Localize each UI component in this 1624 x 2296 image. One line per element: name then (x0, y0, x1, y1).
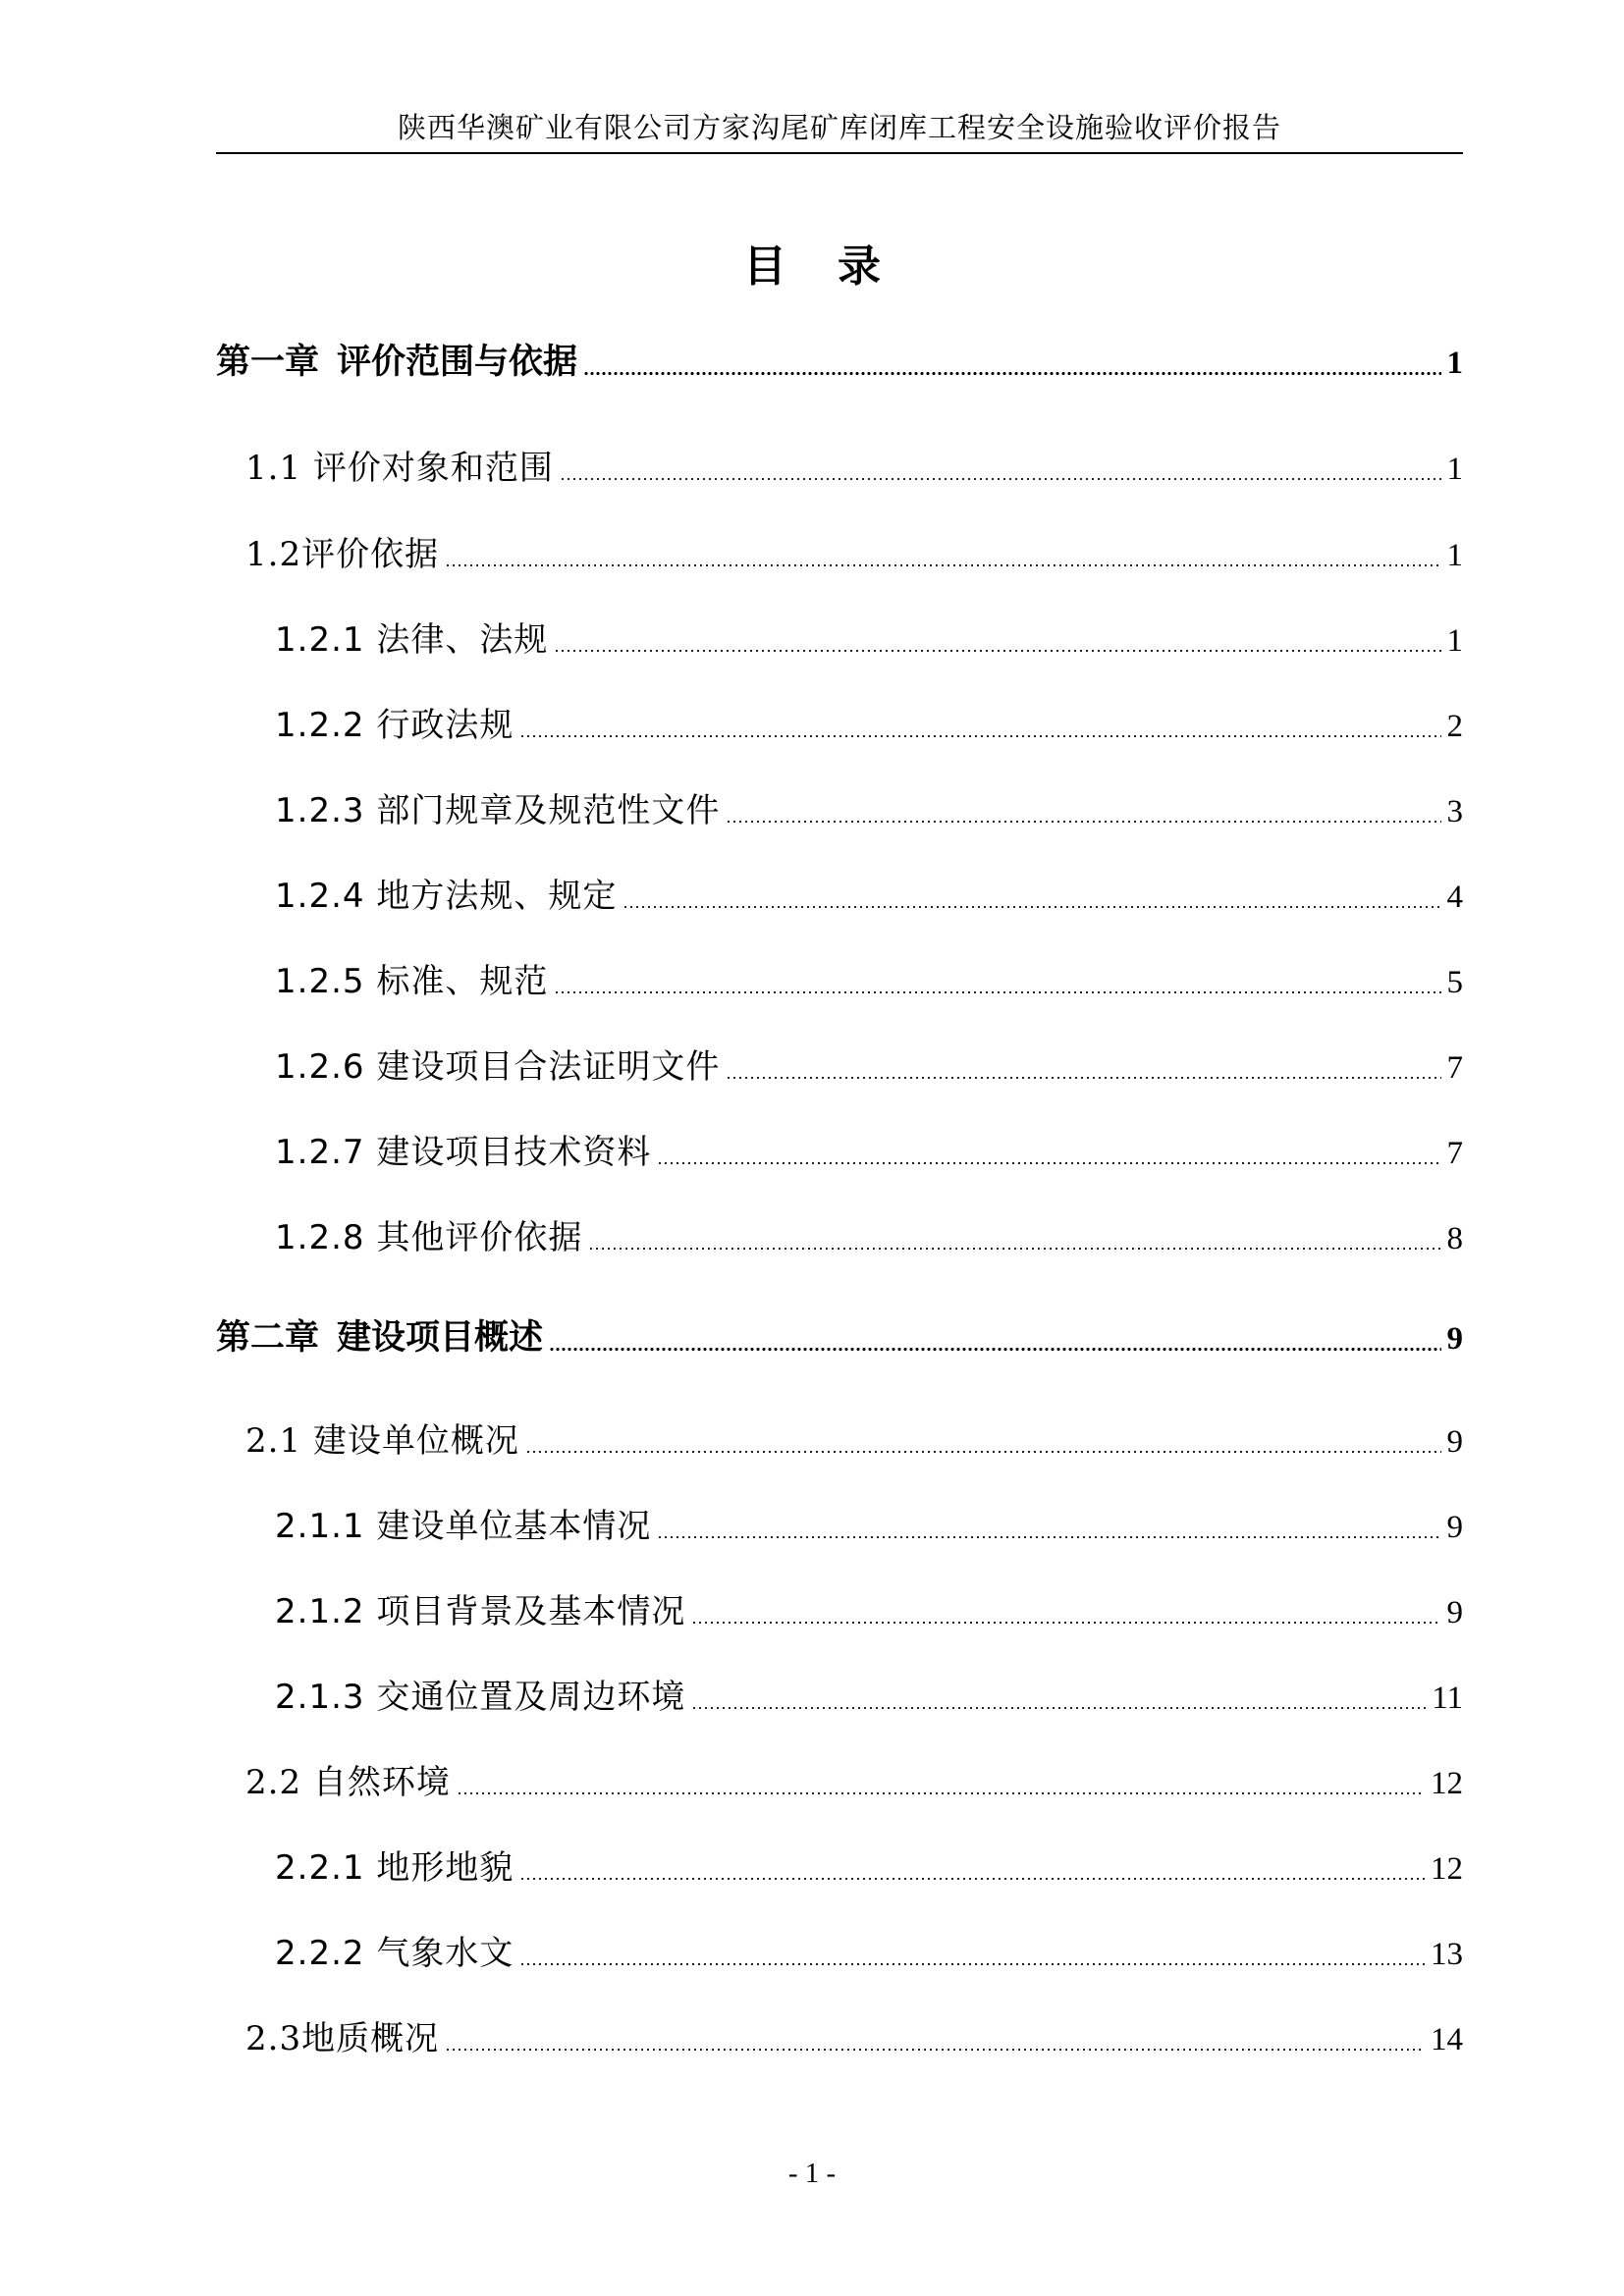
dot-leader (457, 1791, 1425, 1795)
toc-entry-page: 7 (1446, 1136, 1463, 1171)
dot-leader (657, 1535, 1440, 1539)
toc-entry-title: 建设项目合法证明文件 (376, 1047, 721, 1087)
toc-entry-title: 评价对象和范围 (312, 449, 554, 488)
toc-entry-2-1-2[interactable] (275, 1587, 1463, 1636)
toc-entry-2-2[interactable] (245, 1758, 1463, 1807)
dot-leader (691, 1706, 1426, 1710)
page-number: - 1 - (787, 2158, 837, 2189)
toc-entry-title: 气象水文 (376, 1934, 514, 1973)
toc-entry-2-2-2[interactable] (275, 1929, 1463, 1978)
dot-leader (554, 990, 1440, 994)
dot-leader (588, 1247, 1440, 1251)
toc-entry-title: 交通位置及周边环境 (376, 1678, 686, 1717)
dot-leader (519, 734, 1440, 738)
toc-entry-chapter-2[interactable] (216, 1313, 1463, 1362)
toc-entry-1-1[interactable] (245, 444, 1463, 493)
toc-entry-title: 地形地貌 (376, 1848, 514, 1888)
toc-entry-2-3[interactable] (245, 2014, 1463, 2063)
toc-entry-title: 建设项目技术资料 (376, 1133, 652, 1172)
toc-entry-number: 1.2 (245, 535, 302, 574)
toc-title (0, 238, 1624, 296)
toc-entry-page: 1 (1446, 623, 1463, 659)
toc-entry-title: 评价范围与依据 (337, 343, 578, 382)
toc-entry-1-2-2[interactable] (275, 701, 1463, 750)
toc-entry-1-2-7[interactable] (275, 1128, 1463, 1177)
toc-entry-number: 2.2.2 (275, 1934, 365, 1973)
toc-entry-number: 1.2.3 (275, 791, 365, 830)
dot-leader (623, 905, 1440, 909)
dot-leader (560, 477, 1441, 481)
toc-entry-page: 8 (1446, 1221, 1463, 1256)
toc-entry-1-2-5[interactable] (275, 957, 1463, 1006)
toc-entry-page: 9 (1446, 1321, 1463, 1357)
dot-leader (525, 1450, 1441, 1454)
toc-entry-title: 地方法规、规定 (376, 877, 618, 916)
toc-entry-page: 11 (1432, 1681, 1463, 1716)
toc-entry-title: 评价依据 (301, 535, 440, 574)
toc-entry-page: 4 (1446, 880, 1463, 915)
toc-entry-1-2-8[interactable] (275, 1213, 1463, 1262)
toc-entry-number: 2.1.2 (275, 1592, 365, 1631)
toc-entry-number: 1.2.2 (275, 706, 365, 745)
toc-entry-2-1[interactable] (245, 1416, 1463, 1466)
dot-leader (583, 371, 1440, 376)
toc-entry-number: 1.2.7 (275, 1133, 365, 1172)
toc-entry-1-2-1[interactable] (275, 615, 1463, 665)
toc-entry-page: 1 (1446, 538, 1463, 573)
dot-leader (445, 2048, 1425, 2052)
dot-leader (519, 1962, 1425, 1966)
dot-leader (726, 820, 1440, 824)
header-divider (216, 152, 1463, 154)
toc-entry-1-2-6[interactable] (275, 1042, 1463, 1092)
toc-entry-title: 其他评价依据 (376, 1218, 583, 1257)
toc-title-char-2: 录 (838, 241, 881, 292)
toc-entry-page: 12 (1431, 1766, 1463, 1801)
toc-entry-title: 建设单位概况 (312, 1421, 519, 1461)
toc-entry-page: 5 (1446, 965, 1463, 1000)
dot-leader (445, 563, 1440, 567)
toc-entry-page: 2 (1446, 709, 1463, 744)
toc-entry-title: 法律、法规 (376, 620, 549, 660)
toc-entry-page: 14 (1431, 2022, 1463, 2057)
toc-entry-page: 1 (1446, 346, 1463, 381)
toc-entry-2-1-1[interactable] (275, 1502, 1463, 1551)
toc-entry-number: 第一章 (216, 343, 320, 382)
toc-entry-title: 行政法规 (376, 706, 514, 745)
dot-leader (726, 1076, 1440, 1080)
dot-leader (657, 1161, 1440, 1165)
dot-leader (691, 1621, 1440, 1625)
toc-entry-number: 2.3 (245, 2019, 302, 2058)
toc-entry-title: 建设单位基本情况 (376, 1507, 652, 1546)
toc-entry-number: 1.2.1 (275, 620, 365, 660)
toc-entry-number: 第二章 (216, 1318, 320, 1358)
toc-entry-2-2-1[interactable] (275, 1843, 1463, 1893)
dot-leader (554, 649, 1440, 653)
toc-entry-number: 2.2.1 (275, 1848, 365, 1888)
toc-entry-number: 1.2.5 (275, 962, 365, 1001)
toc-entry-page: 9 (1446, 1595, 1463, 1630)
toc-entry-title: 项目背景及基本情况 (376, 1592, 686, 1631)
toc-entry-title: 地质概况 (301, 2019, 440, 2058)
toc-entry-number: 2.1.1 (275, 1507, 365, 1546)
toc-entry-title: 自然环境 (312, 1763, 451, 1802)
toc-entry-title: 部门规章及规范性文件 (376, 791, 721, 830)
dot-leader (519, 1877, 1425, 1881)
running-header: 陕西华澳矿业有限公司方家沟尾矿库闭库工程安全设施验收评价报告 (397, 111, 1281, 144)
toc-entry-number: 1.2.8 (275, 1218, 365, 1257)
toc-entry-page: 9 (1446, 1424, 1463, 1460)
toc-entry-1-2-3[interactable] (275, 786, 1463, 835)
toc-entry-chapter-1[interactable] (216, 338, 1463, 387)
toc-entry-page: 12 (1431, 1851, 1463, 1887)
toc-entry-title: 标准、规范 (376, 962, 549, 1001)
toc-title-char-1: 目 (743, 241, 786, 292)
toc-entry-2-1-3[interactable] (275, 1673, 1463, 1722)
toc-entry-1-2[interactable] (245, 530, 1463, 579)
toc-entry-1-2-4[interactable] (275, 872, 1463, 921)
toc-entry-number: 1.2.4 (275, 877, 365, 916)
toc-entry-number: 2.1.3 (275, 1678, 365, 1717)
toc-entry-page: 9 (1446, 1510, 1463, 1545)
toc-entry-number: 1.1 (245, 449, 302, 488)
toc-entry-page: 7 (1446, 1050, 1463, 1086)
toc-entry-page: 1 (1446, 452, 1463, 487)
dot-leader (549, 1347, 1440, 1352)
toc-entry-page: 13 (1431, 1937, 1463, 1972)
toc-entry-number: 2.1 (245, 1421, 302, 1461)
toc-entry-number: 1.2.6 (275, 1047, 365, 1087)
toc-entry-title: 建设项目概述 (337, 1318, 544, 1358)
toc-entry-page: 3 (1446, 794, 1463, 829)
toc-entry-number: 2.2 (245, 1763, 302, 1802)
